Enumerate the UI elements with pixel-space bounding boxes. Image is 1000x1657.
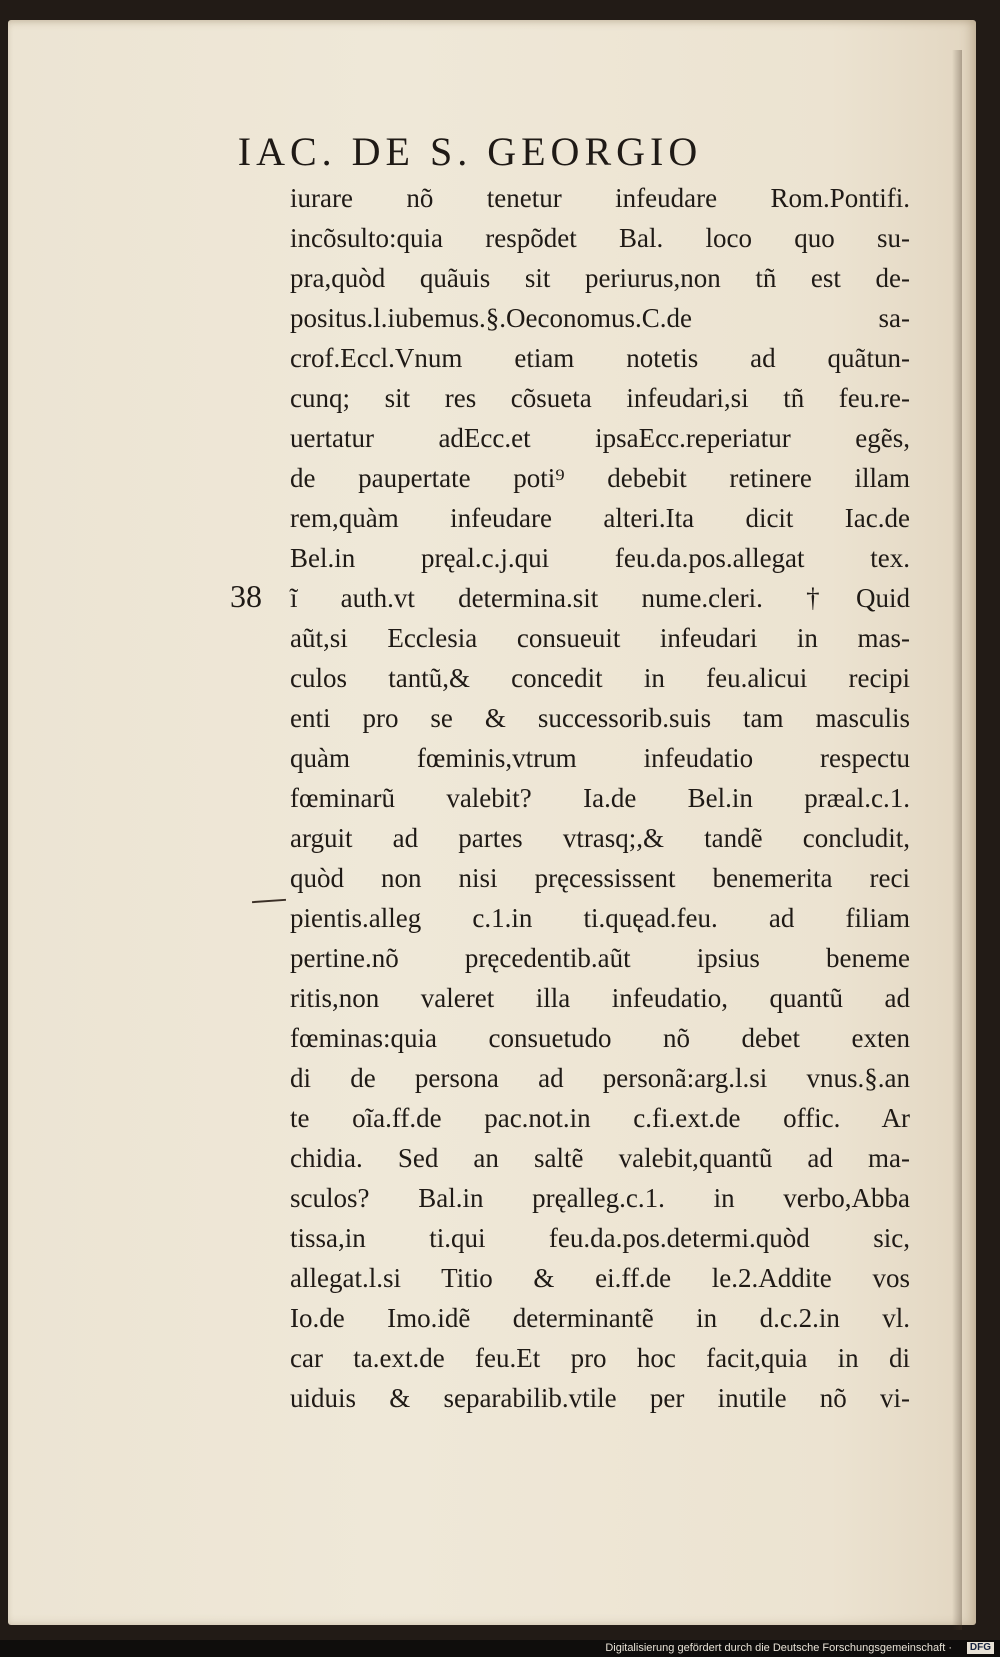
text-line: fœminarũ valebit? Ia.de Bel.in præal.c.1.	[290, 783, 910, 813]
dfg-logo: DFG	[967, 1642, 994, 1654]
text-line: iurare nõ tenetur infeudare Rom.Pontifi.	[290, 183, 910, 213]
text-line: chidia. Sed an saltẽ valebit,quantũ ad ma-	[290, 1143, 910, 1173]
text-line: fœminas:quia consuetudo nõ debet exten	[290, 1023, 910, 1053]
text-line: enti pro se & successorib.suis tam masculis	[290, 703, 910, 733]
text-line: car ta.ext.de feu.Et pro hoc facit,quia in di	[290, 1343, 910, 1373]
text-line: incõsulto:quia respõdet Bal. loco quo su-	[290, 223, 910, 253]
text-line: de paupertate poti⁹ debebit retinere illam	[290, 463, 910, 493]
text-line: ritis,non valeret illa infeudatio, quantũ ad	[290, 983, 910, 1013]
text-line: allegat.l.si Titio & ei.ff.de le.2.Addite vos	[290, 1263, 910, 1293]
text-line: ĩ auth.vt determina.sit nume.cleri. †Quid	[290, 583, 910, 613]
text-line: quàm fœminis,vtrum infeudatio respectu	[290, 743, 910, 773]
text-line: Io.de Imo.idẽ determinantẽ in d.c.2.in vl.	[290, 1303, 910, 1333]
page-edge-shadow	[952, 50, 962, 1630]
text-line: culos tantũ,& concedit in feu.alicui recipi	[290, 663, 910, 693]
text-line: di de persona ad personã:arg.l.si vnus.§.an	[290, 1063, 910, 1093]
text-line: uiduis & separabilib.vtile per inutile nõ vi-	[290, 1383, 910, 1413]
text-line: tissa,in ti.qui feu.da.pos.determi.quòd sic,	[290, 1223, 910, 1253]
running-head	[0, 128, 1000, 175]
text-line: arguit ad partes vtrasq;,& tandẽ concludit,	[290, 823, 910, 853]
footer-credit: Digitalisierung gefördert durch die Deutsche Forschungsgemeinschaft ·	[605, 1642, 952, 1654]
text-line: pra,quòd quãuis sit periurus,non tñ est de-	[290, 263, 910, 293]
text-line: crof.Eccl.Vnum etiam notetis ad quãtun-	[290, 343, 910, 373]
text-line: sculos? Bal.in pręalleg.c.1. in verbo,Abba	[290, 1183, 910, 1213]
text-line: rem,quàm infeudare alteri.Ita dicit Iac.de	[290, 503, 910, 533]
text-line: pertine.nõ pręcedentib.aũt ipsius beneme	[290, 943, 910, 973]
text-block	[290, 178, 910, 1418]
running-head-text: IAC. DE S. GEORGIO	[237, 129, 703, 174]
text-line: Bel.in pręal.c.j.qui feu.da.pos.allegat tex.	[290, 543, 910, 573]
text-line: aũt,si Ecclesia consueuit infeudari in mas-	[290, 623, 910, 653]
text-line: pientis.alleg c.1.in ti.quęad.feu. ad filiam	[290, 903, 910, 933]
text-line: cunq; sit res cõsueta infeudari,si tñ feu.re-	[290, 383, 910, 413]
margin-number: 38	[230, 578, 262, 614]
text-line: te oĩa.ff.de pac.not.in c.fi.ext.de offic. Ar	[290, 1103, 910, 1133]
text-line: quòd non nisi pręcessissent benemerita reci	[290, 863, 910, 893]
text-line: uertatur adEcc.et ipsaEcc.reperiatur egẽs,	[290, 423, 910, 453]
text-line: positus.l.iubemus.§.Oeconomus.C.de sa-	[290, 303, 910, 333]
